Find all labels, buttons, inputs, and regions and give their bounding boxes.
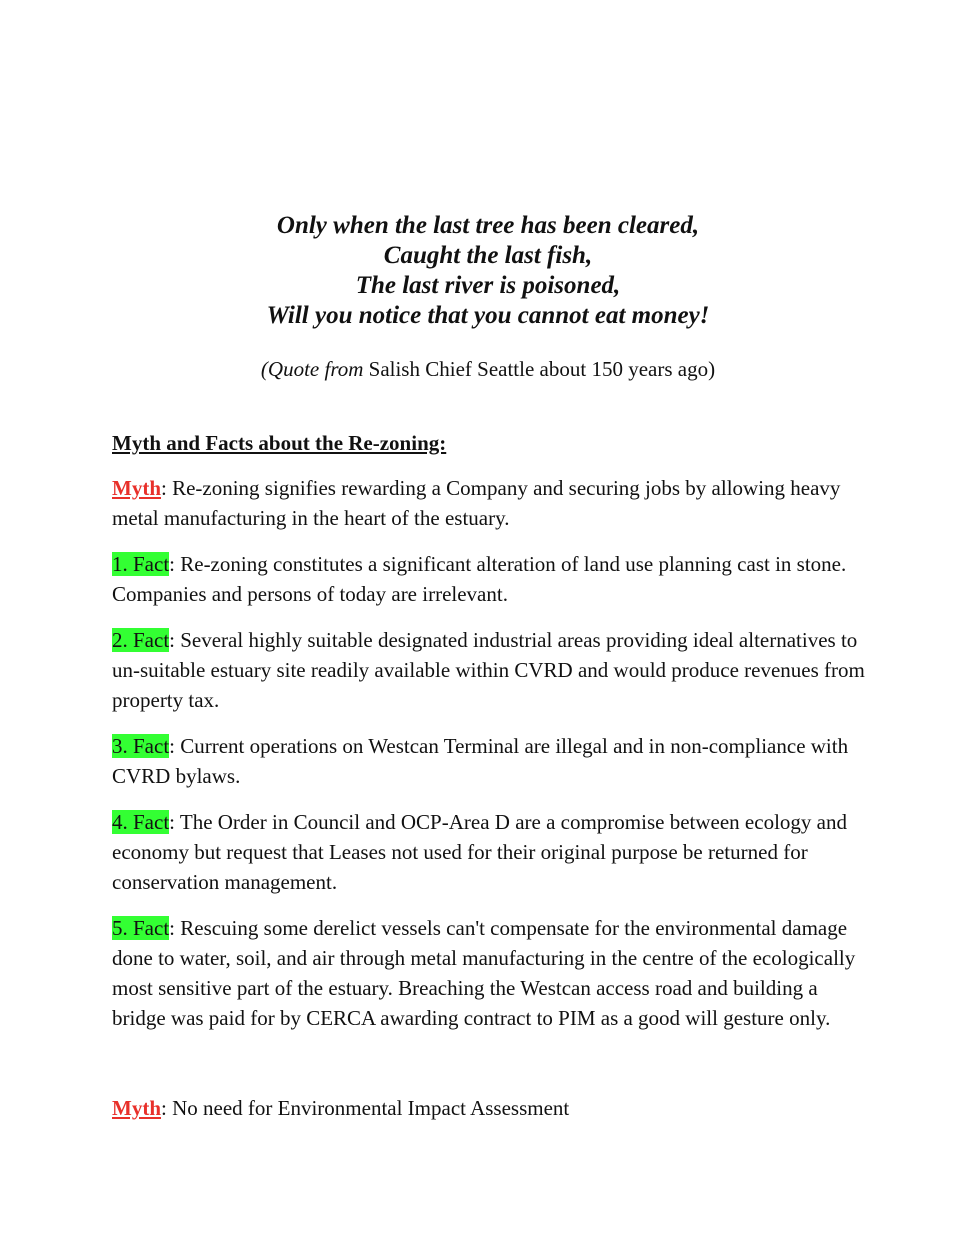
fact-label: 2. Fact (112, 628, 170, 652)
myth-text: : Re-zoning signifies rewarding a Company and securing jobs by allowing heavy metal manufacturing in the heart of the estuary. (112, 476, 841, 530)
fact-text: : The Order in Council and OCP-Area D are a compromise between ecology and economy but request that Leases not used for their original purpose be returned for conservation management. (112, 810, 847, 894)
myth-paragraph (112, 473, 872, 533)
poem-line: Only when the last tree has been cleared, (276, 212, 700, 239)
fact-label: 5. Fact (112, 916, 170, 940)
document-body (112, 428, 872, 1139)
fact-paragraph (112, 731, 872, 791)
poem-quote (0, 211, 976, 331)
fact-label: 3. Fact (112, 734, 170, 758)
fact-text: : Several highly suitable designated industrial areas providing ideal alternatives to un-suitable estuary site readily available within CVRD and would produce revenues from property tax. (112, 628, 865, 712)
poem-line: The last river is poisoned, (355, 272, 621, 299)
myth-label: Myth (112, 1096, 161, 1120)
poem-line: Will you notice that you cannot eat money! (266, 302, 710, 329)
spacer (112, 1049, 872, 1093)
fact-paragraph (112, 549, 872, 609)
fact-text: : Current operations on Westcan Terminal are illegal and in non-compliance with CVRD bylaws. (112, 734, 849, 788)
attribution-open: ( (260, 357, 268, 381)
fact-text: : Rescuing some derelict vessels can't compensate for the environmental damage done to water, soil, and air through metal manufacturing in the centre of the ecologically most sensitive part of the estuary. Breaching the Westcan access road and building a bridge was paid for by CERCA awarding contract to PIM as a good will gesture only. (112, 916, 856, 1030)
myth-label: Myth (112, 476, 161, 500)
fact-text: : Re-zoning constitutes a significant alteration of land use planning cast in stone. Companies and persons of today are irrelevant. (112, 552, 847, 606)
fact-label: 1. Fact (112, 552, 170, 576)
fact-label: 4. Fact (112, 810, 170, 834)
fact-paragraph (112, 807, 872, 897)
fact-paragraph (112, 913, 872, 1033)
myth-paragraph (112, 1093, 872, 1123)
attribution-italic: Quote from (267, 357, 364, 381)
fact-paragraph (112, 625, 872, 715)
myth-text: : No need for Environmental Impact Assessment (161, 1096, 570, 1120)
section-heading: Myth and Facts about the Re-zoning: (112, 431, 447, 455)
quote-attribution (0, 355, 976, 383)
poem-line: Caught the last fish, (383, 242, 593, 269)
attribution-rest: Salish Chief Seattle about 150 years ago) (363, 357, 716, 381)
